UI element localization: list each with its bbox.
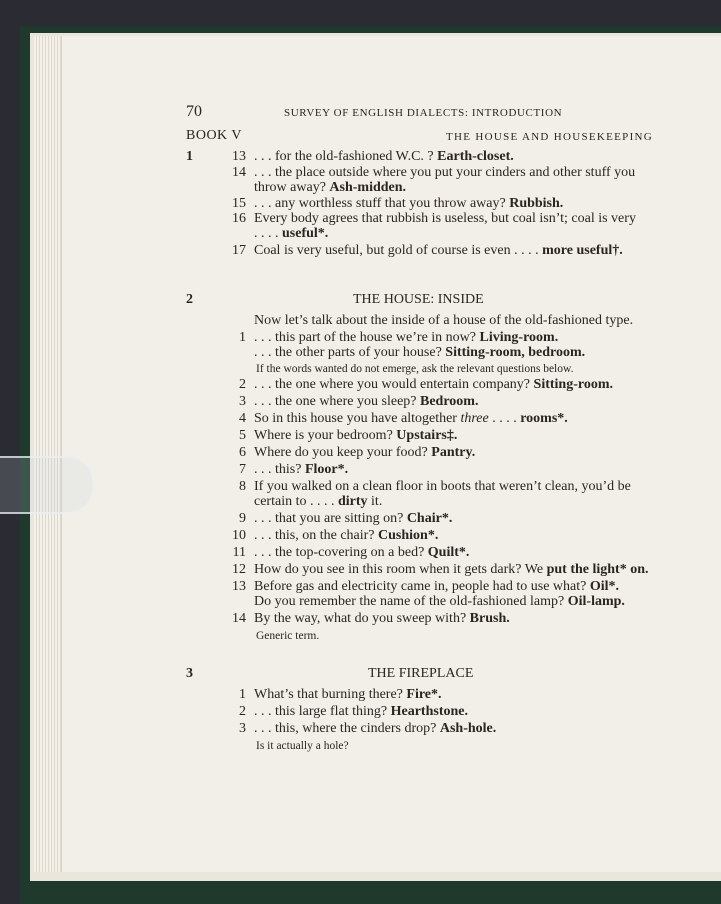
section-number: 1 [186, 149, 193, 164]
question-number: 9 [239, 511, 246, 526]
question-line: . . . any worthless stuff that you throw away? Rubbish. [254, 196, 564, 211]
note: Generic term. [256, 630, 320, 642]
question-line: . . . . useful*. [254, 226, 329, 241]
question-line: . . . this large flat thing? Hearthstone. [254, 704, 468, 719]
section-heading: THE HOUSE: INSIDE [353, 292, 484, 307]
question-line: . . . the other parts of your house? Sitting-room, bedroom. [254, 345, 586, 360]
question-line: . . . for the old-fashioned W.C. ? Earth-closet. [254, 149, 514, 164]
question-number: 14 [232, 611, 246, 626]
question-number: 4 [239, 411, 246, 426]
question-line: . . . this, where the cinders drop? Ash-hole. [254, 721, 497, 736]
question-line: Every body agrees that rubbish is useless, but coal isn’t; coal is very [254, 211, 636, 226]
question-line: By the way, what do you sweep with? Brush. [254, 611, 510, 626]
question-line: . . . this part of the house we’re in now? Living-room. [254, 330, 559, 345]
question-number: 11 [232, 545, 246, 560]
question-number: 14 [232, 165, 246, 180]
question-line: Do you remember the name of the old-fashioned lamp? Oil-lamp. [254, 594, 625, 609]
question-line: So in this house you have altogether three . . . . rooms*. [254, 411, 568, 426]
question-number: 3 [239, 721, 246, 736]
question-number: 1 [239, 687, 246, 702]
running-title: SURVEY OF ENGLISH DIALECTS: INTRODUCTION [284, 107, 563, 119]
question-number: 8 [239, 479, 246, 494]
question-line: Where is your bedroom? Upstairs‡. [254, 428, 458, 443]
question-line: throw away? Ash-midden. [254, 180, 407, 195]
section-title: THE HOUSE AND HOUSEKEEPING [446, 131, 654, 143]
section-number: 2 [186, 292, 193, 307]
section-heading: THE FIREPLACE [368, 666, 474, 681]
question-number: 13 [232, 579, 246, 594]
page-edges [34, 36, 62, 872]
book-label: BOOK V [186, 128, 243, 143]
question-line: . . . that you are sitting on? Chair*. [254, 511, 453, 526]
question-line: . . . the one where you would entertain company? Sitting-room. [254, 377, 613, 392]
plastic-clip [0, 456, 94, 514]
note: If the words wanted do not emerge, ask the relevant questions below. [256, 363, 574, 375]
note: Is it actually a hole? [256, 740, 349, 752]
question-number: 16 [232, 211, 246, 226]
question-number: 2 [239, 377, 246, 392]
page-number: 70 [186, 103, 202, 120]
question-line: . . . this? Floor*. [254, 462, 349, 477]
question-line: . . . the top-covering on a bed? Quilt*. [254, 545, 470, 560]
question-number: 5 [239, 428, 246, 443]
section-number: 3 [186, 666, 193, 681]
question-number: 13 [232, 149, 246, 164]
question-line: . . . this, on the chair? Cushion*. [254, 528, 439, 543]
question-line: Where do you keep your food? Pantry. [254, 445, 476, 460]
question-line: certain to . . . . dirty it. [254, 494, 383, 509]
question-number: 3 [239, 394, 246, 409]
question-number: 10 [232, 528, 246, 543]
question-number: 1 [239, 330, 246, 345]
question-line: . . . the one where you sleep? Bedroom. [254, 394, 479, 409]
question-number: 2 [239, 704, 246, 719]
question-number: 12 [232, 562, 246, 577]
intro-text: Now let’s talk about the inside of a house of the old-fashioned type. [254, 313, 634, 328]
question-number: 17 [232, 243, 246, 258]
question-number: 15 [232, 196, 246, 211]
question-line: Coal is very useful, but gold of course is even . . . . more useful†. [254, 243, 623, 258]
question-line: . . . the place outside where you put your cinders and other stuff you [254, 165, 636, 180]
question-line: What’s that burning there? Fire*. [254, 687, 442, 702]
question-line: How do you see in this room when it gets dark? We put the light* on. [254, 562, 649, 577]
question-number: 7 [239, 462, 246, 477]
question-line: If you walked on a clean floor in boots that weren’t clean, you’d be [254, 479, 631, 494]
question-number: 6 [239, 445, 246, 460]
question-line: Before gas and electricity came in, people had to use what? Oil*. [254, 579, 620, 594]
